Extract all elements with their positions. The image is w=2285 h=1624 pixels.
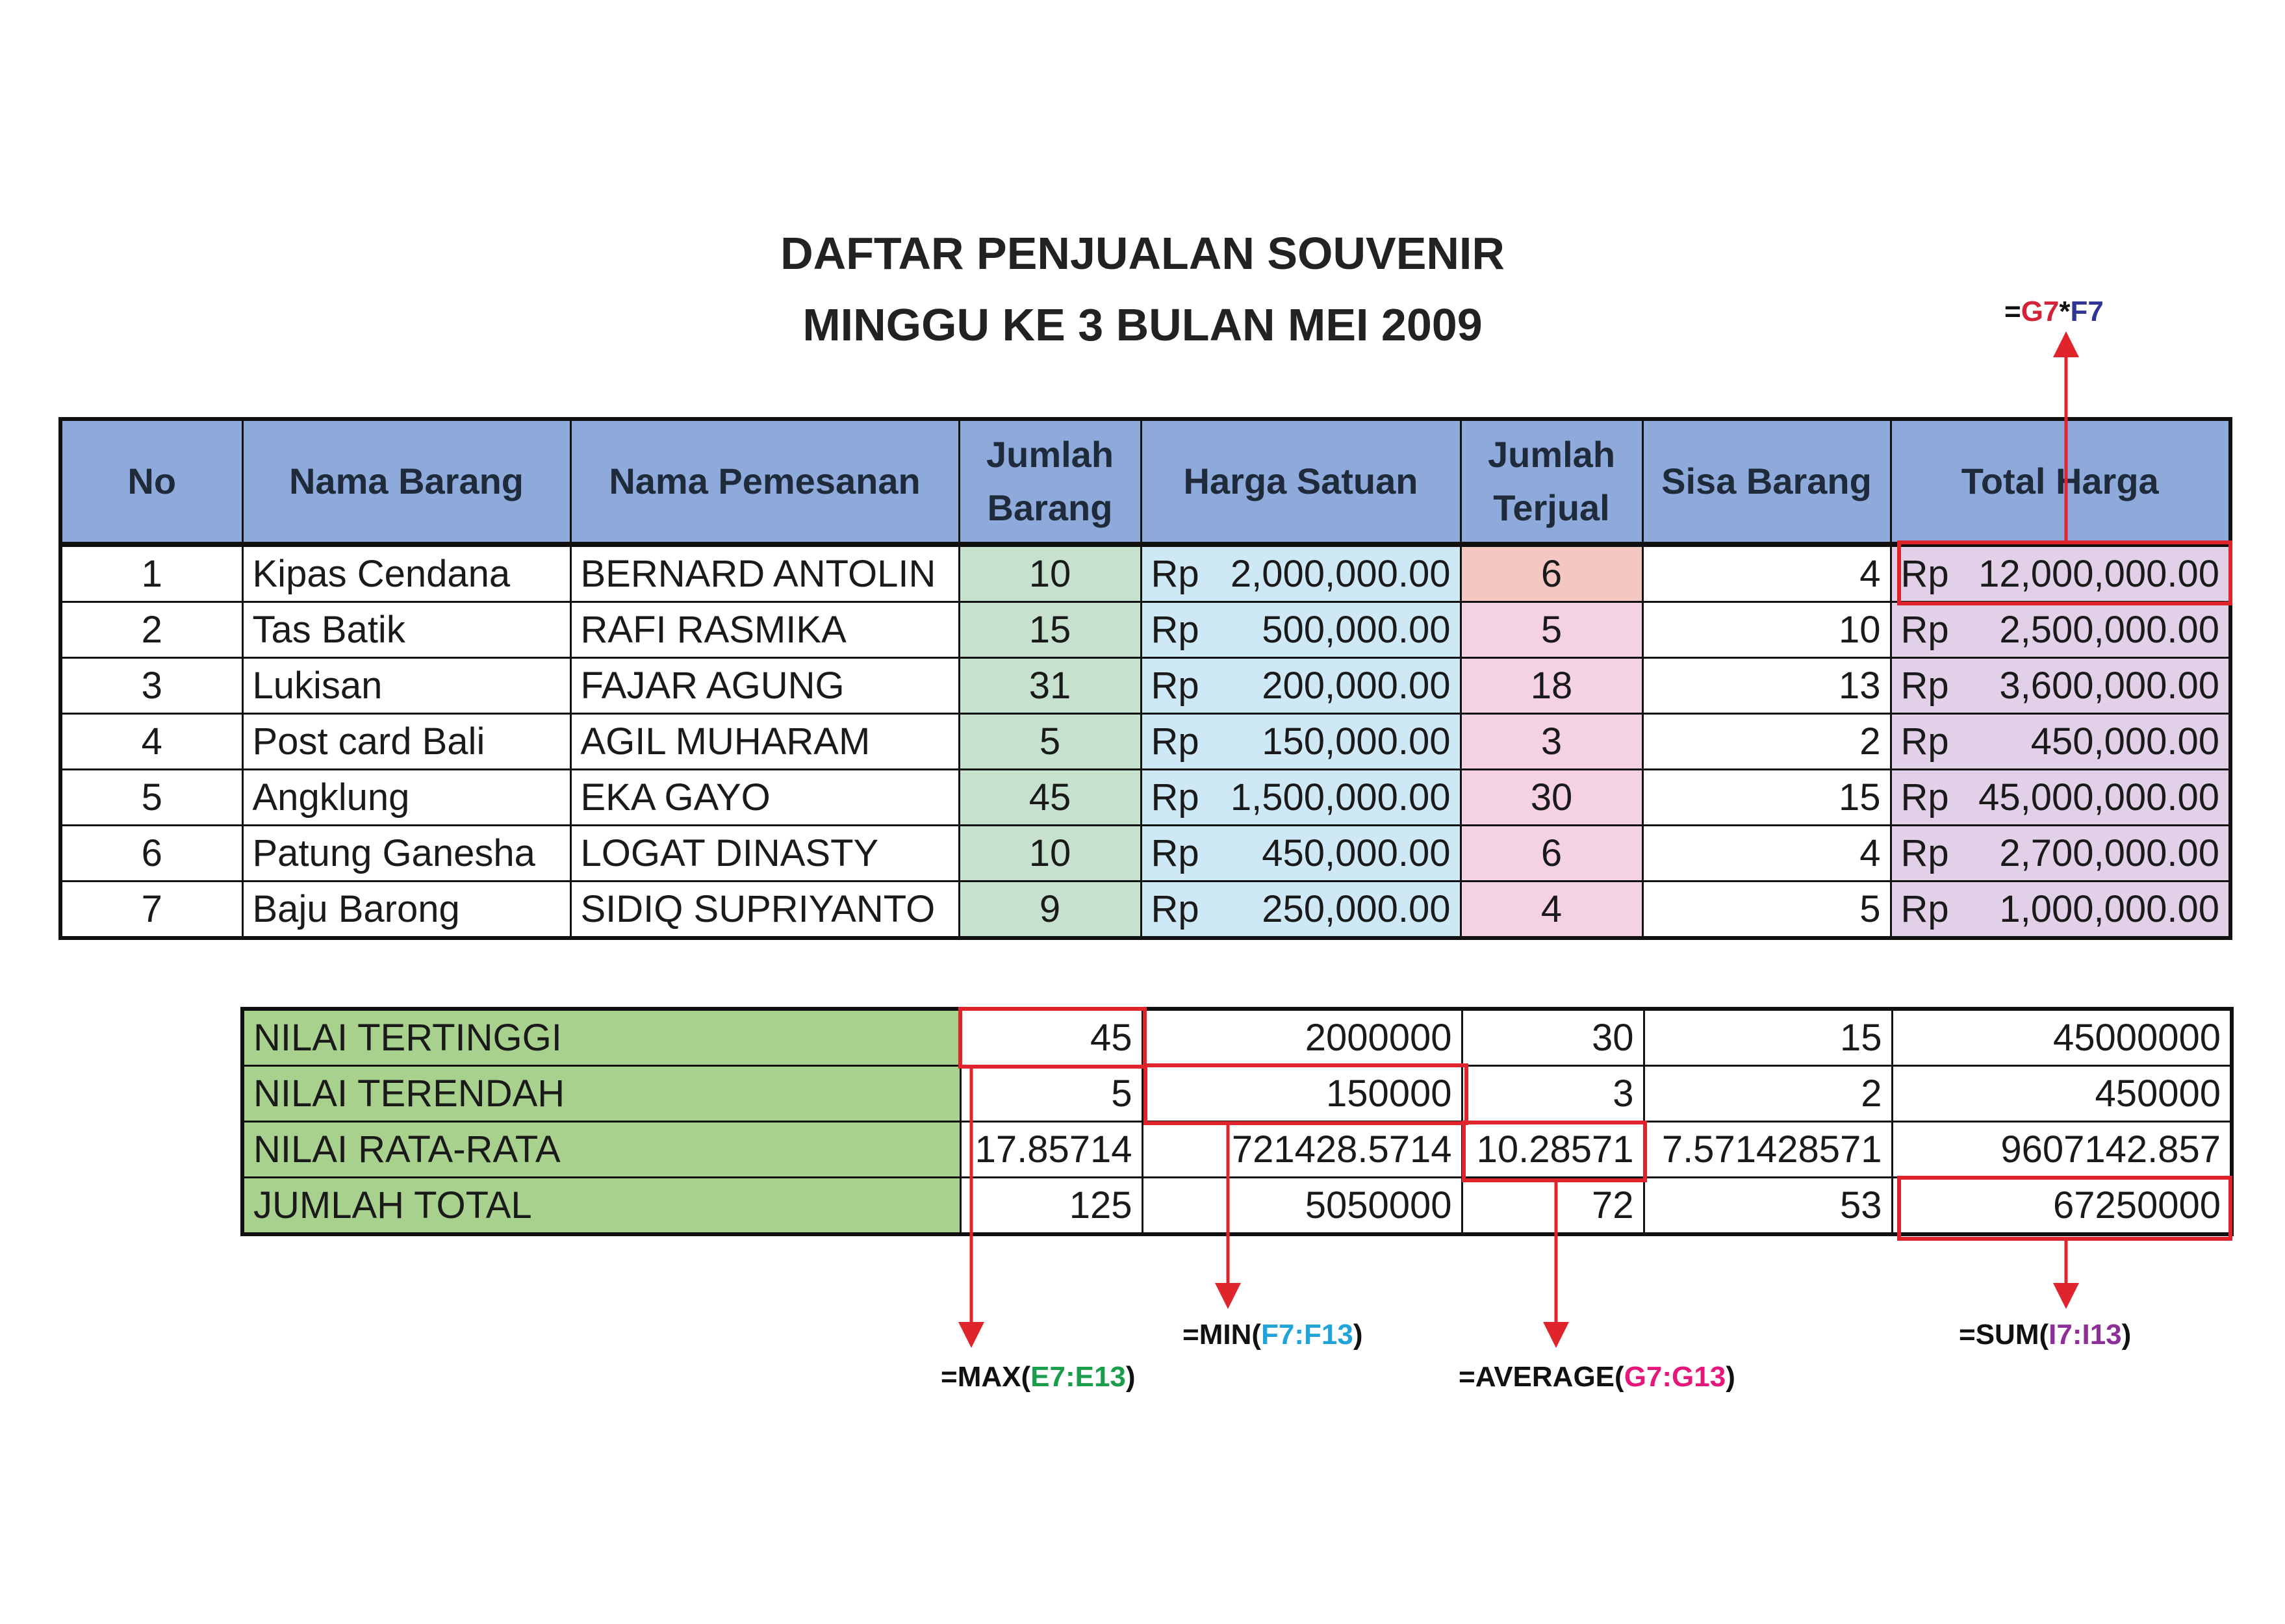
formula-min-prefix: =MIN( [1182, 1319, 1261, 1351]
summary-value: 15 [1644, 1009, 1892, 1066]
cell-nama-pemesanan: EKA GAYO [570, 770, 959, 826]
cell-jumlah-barang: 10 [959, 544, 1141, 602]
header-jumlah-barang-line1: Jumlah [986, 434, 1114, 475]
header-harga-satuan: Harga Satuan [1141, 419, 1461, 544]
formula-min [1182, 1319, 1362, 1351]
cell-sisa-barang: 15 [1642, 770, 1891, 826]
cell-jumlah-terjual: 4 [1461, 882, 1642, 939]
formula-total-prefix: = [2004, 296, 2021, 327]
summary-label: NILAI RATA-RATA [242, 1122, 960, 1178]
summary-value: 53 [1644, 1178, 1892, 1235]
summary-value: 5 [960, 1066, 1142, 1122]
formula-max-suffix: ) [1125, 1361, 1136, 1393]
cell-jumlah-barang: 31 [959, 658, 1141, 714]
header-jumlah-barang-line2: Barang [987, 487, 1113, 528]
header-nama-pemesanan: Nama Pemesanan [570, 419, 959, 544]
formula-max-prefix: =MAX( [941, 1361, 1031, 1393]
formula-sum [1959, 1319, 2131, 1351]
cell-nama-pemesanan: LOGAT DINASTY [570, 826, 959, 882]
header-jumlah-terjual-line2: Terjual [1493, 487, 1610, 528]
formula-total-a: G7 [2021, 296, 2060, 327]
summary-label: NILAI TERTINGGI [242, 1009, 960, 1066]
currency-label: Rp [1151, 832, 1199, 874]
summary-value: 450000 [1892, 1066, 2232, 1122]
cell-sisa-barang: 5 [1642, 882, 1891, 939]
cell-nama-barang: Tas Batik [242, 602, 570, 658]
cell-jumlah-barang: 9 [959, 882, 1141, 939]
harga-satuan-value: 200,000.00 [1262, 665, 1451, 707]
formula-average [1459, 1361, 1735, 1393]
formula-sum-prefix: =SUM( [1959, 1319, 2049, 1351]
cell-no: 5 [60, 770, 242, 826]
formula-sum-suffix: ) [2121, 1319, 2132, 1351]
harga-satuan-value: 500,000.00 [1262, 609, 1451, 651]
formula-sum-range: I7:I13 [2049, 1319, 2122, 1351]
summary-value: 45000000 [1892, 1009, 2232, 1066]
cell-jumlah-terjual: 3 [1461, 714, 1642, 770]
total-harga-value: 1,000,000.00 [1999, 888, 2219, 930]
header-jumlah-terjual-line1: Jumlah [1487, 434, 1616, 475]
cell-no: 6 [60, 826, 242, 882]
cell-jumlah-terjual: 6 [1461, 826, 1642, 882]
total-harga-value: 12,000,000.00 [1978, 553, 2219, 595]
harga-satuan-value: 1,500,000.00 [1230, 776, 1451, 818]
formula-average-suffix: ) [1726, 1361, 1735, 1393]
cell-nama-barang: Lukisan [242, 658, 570, 714]
cell-nama-pemesanan: BERNARD ANTOLIN [570, 544, 959, 602]
cell-sisa-barang: 4 [1642, 826, 1891, 882]
currency-label: Rp [1900, 665, 1949, 707]
title-line-1: DAFTAR PENJUALAN SOUVENIR [780, 228, 1505, 279]
currency-label: Rp [1900, 720, 1949, 763]
cell-jumlah-terjual: 30 [1461, 770, 1642, 826]
summary-value: 10.28571 [1462, 1122, 1644, 1178]
cell-nama-pemesanan: FAJAR AGUNG [570, 658, 959, 714]
summary-value: 17.85714 [960, 1122, 1142, 1178]
cell-jumlah-terjual: 6 [1461, 544, 1642, 602]
cell-nama-pemesanan: AGIL MUHARAM [570, 714, 959, 770]
cell-nama-barang: Patung Ganesha [242, 826, 570, 882]
summary-value: 2000000 [1142, 1009, 1462, 1066]
currency-label: Rp [1151, 720, 1199, 763]
currency-label: Rp [1900, 553, 1949, 595]
summary-value: 7.571428571 [1644, 1122, 1892, 1178]
cell-no: 1 [60, 544, 242, 602]
cell-sisa-barang: 13 [1642, 658, 1891, 714]
cell-jumlah-terjual: 5 [1461, 602, 1642, 658]
cell-jumlah-barang: 45 [959, 770, 1141, 826]
summary-label: JUMLAH TOTAL [242, 1178, 960, 1235]
summary-value: 721428.5714 [1142, 1122, 1462, 1178]
cell-sisa-barang: 10 [1642, 602, 1891, 658]
total-harga-value: 2,700,000.00 [1999, 832, 2219, 874]
cell-nama-pemesanan: RAFI RASMIKA [570, 602, 959, 658]
harga-satuan-value: 250,000.00 [1262, 888, 1451, 930]
harga-satuan-value: 2,000,000.00 [1230, 553, 1451, 595]
formula-max [941, 1361, 1136, 1393]
summary-value: 3 [1462, 1066, 1644, 1122]
formula-total-op: * [2059, 296, 2071, 327]
cell-jumlah-barang: 10 [959, 826, 1141, 882]
summary-value: 67250000 [1892, 1178, 2232, 1235]
currency-label: Rp [1151, 888, 1199, 930]
cell-nama-barang: Post card Bali [242, 714, 570, 770]
formula-average-range: G7:G13 [1624, 1361, 1726, 1393]
cell-no: 2 [60, 602, 242, 658]
cell-jumlah-terjual: 18 [1461, 658, 1642, 714]
cell-no: 7 [60, 882, 242, 939]
currency-label: Rp [1151, 665, 1199, 707]
summary-value: 9607142.857 [1892, 1122, 2232, 1178]
header-no: No [60, 419, 242, 544]
header-sisa-barang: Sisa Barang [1642, 419, 1891, 544]
cell-jumlah-barang: 5 [959, 714, 1141, 770]
formula-total [2004, 296, 2104, 328]
currency-label: Rp [1900, 609, 1949, 651]
cell-sisa-barang: 2 [1642, 714, 1891, 770]
summary-value: 2 [1644, 1066, 1892, 1122]
formula-total-b: F7 [2070, 296, 2104, 327]
cell-no: 3 [60, 658, 242, 714]
header-total-harga: Total Harga [1891, 419, 2230, 544]
formula-min-suffix: ) [1353, 1319, 1363, 1351]
cell-nama-barang: Baju Barong [242, 882, 570, 939]
total-harga-value: 45,000,000.00 [1978, 776, 2219, 818]
summary-value: 125 [960, 1178, 1142, 1235]
currency-label: Rp [1151, 609, 1199, 651]
summary-value: 72 [1462, 1178, 1644, 1235]
currency-label: Rp [1900, 832, 1949, 874]
currency-label: Rp [1900, 888, 1949, 930]
formula-min-range: F7:F13 [1261, 1319, 1353, 1351]
header-nama-barang: Nama Barang [242, 419, 570, 544]
summary-value: 45 [960, 1009, 1142, 1066]
total-harga-value: 450,000.00 [2030, 720, 2219, 763]
cell-nama-barang: Angklung [242, 770, 570, 826]
currency-label: Rp [1900, 776, 1949, 818]
summary-label: NILAI TERENDAH [242, 1066, 960, 1122]
summary-value: 30 [1462, 1009, 1644, 1066]
currency-label: Rp [1151, 776, 1199, 818]
total-harga-value: 3,600,000.00 [1999, 665, 2219, 707]
cell-nama-barang: Kipas Cendana [242, 544, 570, 602]
cell-no: 4 [60, 714, 242, 770]
formula-average-prefix: =AVERAGE( [1459, 1361, 1624, 1393]
harga-satuan-value: 150,000.00 [1262, 720, 1451, 763]
title-line-2: MINGGU KE 3 BULAN MEI 2009 [802, 299, 1483, 350]
harga-satuan-value: 450,000.00 [1262, 832, 1451, 874]
total-harga-value: 2,500,000.00 [1999, 609, 2219, 651]
cell-sisa-barang: 4 [1642, 544, 1891, 602]
cell-jumlah-barang: 15 [959, 602, 1141, 658]
summary-value: 150000 [1142, 1066, 1462, 1122]
summary-value: 5050000 [1142, 1178, 1462, 1235]
formula-max-range: E7:E13 [1030, 1361, 1126, 1393]
cell-nama-pemesanan: SIDIQ SUPRIYANTO [570, 882, 959, 939]
currency-label: Rp [1151, 553, 1199, 595]
